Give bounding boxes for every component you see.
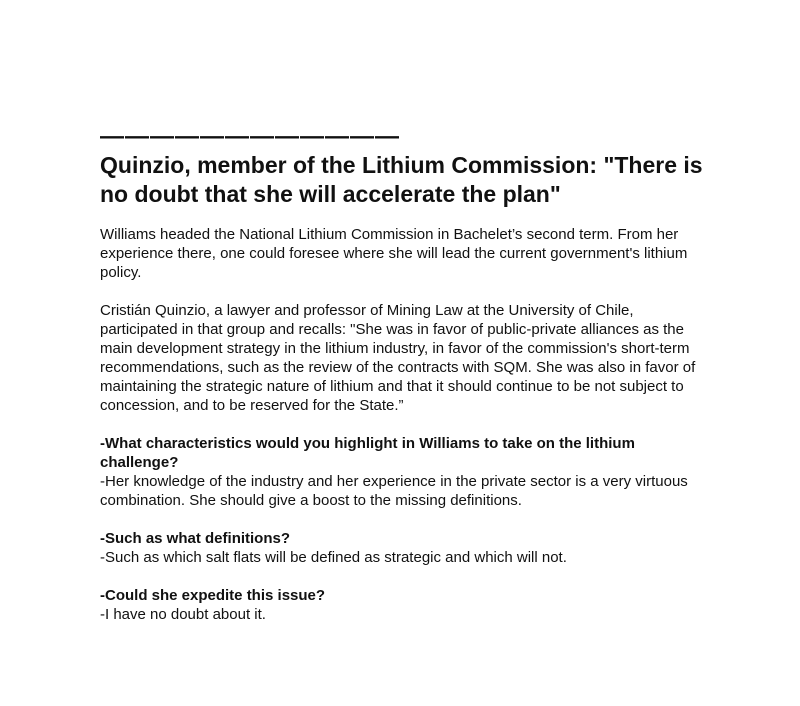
intro-paragraph: Williams headed the National Lithium Commission in Bachelet’s second term. From her experience there, one could foresee where she will lead the current government's lithium policy.	[100, 226, 688, 281]
qa-answer: -Her knowledge of the industry and her experience in the private sector is a very virtuous combination. She should give a boost to the missing definitions.	[100, 473, 688, 509]
qa-answer: -I have no doubt about it.	[100, 606, 266, 623]
qa-item	[100, 586, 710, 624]
quote-paragraph: Cristián Quinzio, a lawyer and professor of Mining Law at the University of Chile, participated in that group and recalls: "She was in favor of public-private alliances as the main development strategy in the lithium industry, in favor of the commission's short-term recommendations, such as the review of the contracts with SQM. She was also in favor of maintaining the strategic nature of lithium and that it should continue to be not subject to concession, and to be reserved for the State.”	[100, 302, 696, 414]
qa-item	[100, 434, 710, 510]
qa-question: -Could she expedite this issue?	[100, 587, 326, 604]
article	[100, 125, 710, 643]
qa-question: -Such as what definitions?	[100, 530, 291, 547]
qa-answer: -Such as which salt flats will be defined as strategic and which will not.	[100, 549, 567, 566]
qa-question: -What characteristics would you highlight in Williams to take on the lithium challenge?	[100, 435, 635, 471]
qa-item	[100, 529, 710, 567]
headline: Quinzio, member of the Lithium Commission: "There is no doubt that she will accelerate the plan"	[100, 152, 703, 207]
dashed-rule: ————————————	[100, 123, 400, 150]
